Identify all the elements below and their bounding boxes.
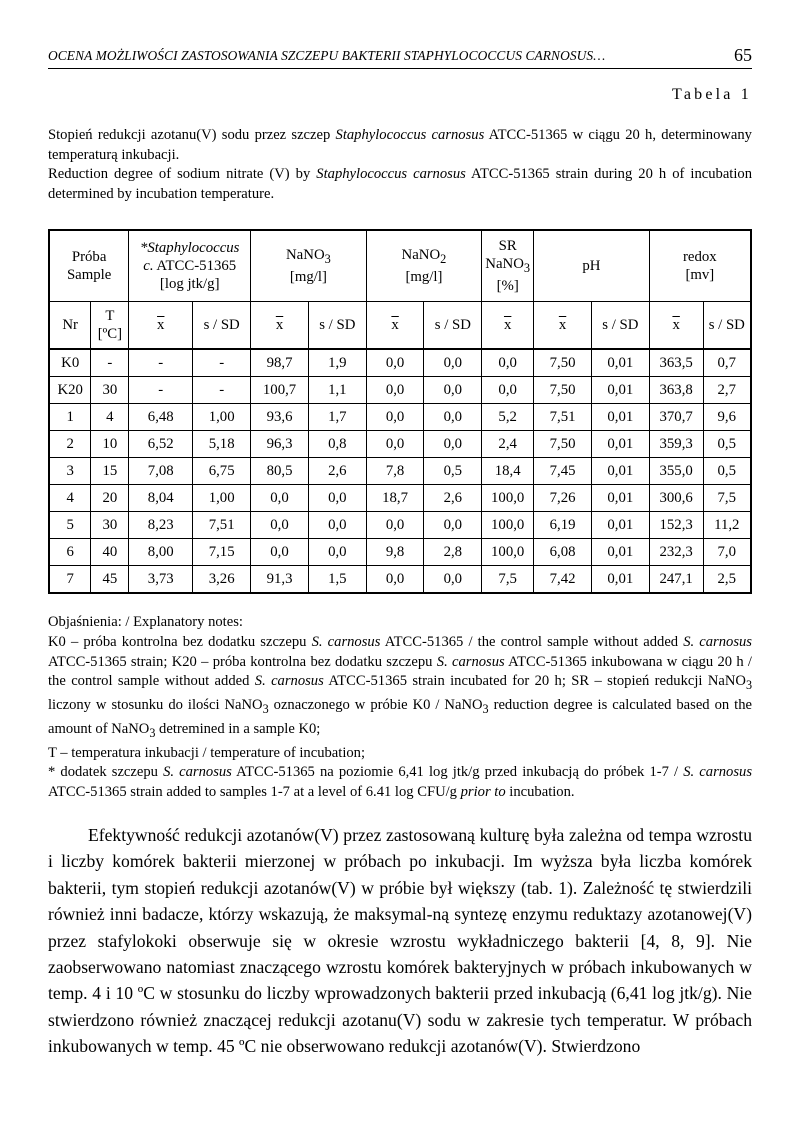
cell-sr-mean: 0,0 xyxy=(482,349,534,377)
cell-temperature: 30 xyxy=(91,512,129,539)
body-paragraph: Efektywność redukcji azotanów(V) przez zastosowaną kulturę była zależna od tempa wzrostu i liczby komórek bakterii mierzonej w próbach po inkubacji. Im wyższa była liczba komórek bakterii, tym stopień redukcji azotanów(V) w próbie był większy (tab. 1). Zależność tę stwierdzili również inni badacze, którzy wskazują, że maksymal-ną syntezę enzymu reduktazy azotanowej(V) przez stafylokoki obserwuje się w okresie wzrostu wykładniczego bakterii [4, 8, 9]. Nie zaobserwowano natomiast znaczącego wzrostu komórek bakteryjnych w próbach inkubowanych w temp. 4 i 10 ºC w stosunku do liczby wprowadzonych bakterii przed inkubacją (6,41 log jtk/g). Nie stwierdzono również znaczącej redukcji azotanu(V) sodu w zakresie tych temperatur. W próbach inkubowanych w temp. 45 ºC nie obserwowano redukcji azotanów(V). Stwierdzono xyxy=(48,825,752,1057)
table-row xyxy=(49,349,751,377)
cell-nano3-mean: 91,3 xyxy=(251,566,309,594)
cell-nano3-sd: 0,0 xyxy=(308,485,366,512)
cell-ph-sd: 0,01 xyxy=(591,431,649,458)
cell-redox-mean: 247,1 xyxy=(649,566,703,594)
cell-sr-mean: 5,2 xyxy=(482,404,534,431)
table-body xyxy=(49,349,751,593)
cell-nano2-mean: 0,0 xyxy=(366,566,424,594)
cell-staph-mean: 6,52 xyxy=(129,431,193,458)
cell-nano2-mean: 0,0 xyxy=(366,512,424,539)
cell-staph-sd: 7,15 xyxy=(193,539,251,566)
cell-staph-mean: 6,48 xyxy=(129,404,193,431)
cell-nano3-sd: 1,5 xyxy=(308,566,366,594)
cell-sr-mean: 100,0 xyxy=(482,512,534,539)
explanatory-notes xyxy=(48,613,752,803)
cell-redox-sd: 0,5 xyxy=(703,458,751,485)
cell-nano2-mean: 0,0 xyxy=(366,349,424,377)
table-row xyxy=(49,404,751,431)
cell-nano3-mean: 98,7 xyxy=(251,349,309,377)
table-row xyxy=(49,377,751,404)
body-text xyxy=(48,822,752,1060)
cell-nano2-sd: 2,8 xyxy=(424,539,482,566)
cell-nano2-sd: 0,0 xyxy=(424,404,482,431)
note-k0-k20-sr: K0 – próba kontrolna bez dodatku szczepu S. carnosus ATCC-51365 / the control sample without added S. carnosus ATCC-51365 strain; K20 – próba kontrolna bez dodatku szczepu S. carnosus ATCC-51365 inkubowana w ciągu 20 h / the control sample without added S. carnosus ATCC-51365 strain incubated for 20 h; SR – stopień redukcji NaNO$_3$ liczony w stosunku do ilości NaNO$_3$ oznaczonego w próbie K0 / NaNO$_3$ reduction degree is calculated based on the amount of NaNO$_3$ detremined in a sample K0; xyxy=(48,633,753,740)
cell-nr: 6 xyxy=(49,539,91,566)
cell-nano2-sd: 0,0 xyxy=(424,512,482,539)
cell-staph-mean: - xyxy=(129,377,193,404)
header-sd: s / SD xyxy=(308,302,366,350)
cell-staph-sd: 1,00 xyxy=(193,485,251,512)
cell-nano3-sd: 1,9 xyxy=(308,349,366,377)
header-ph: pH xyxy=(534,230,650,302)
caption-polish: Stopień redukcji azotanu(V) sodu przez szczep Staphylococcus carnosus ATCC-51365 w ciągu 20 h, determinowany temperaturą inkubacji. xyxy=(48,127,752,163)
results-table xyxy=(48,229,752,594)
header-nano2: NaNO$_2$ [mg/l] xyxy=(366,230,482,302)
cell-staph-mean: 3,73 xyxy=(129,566,193,594)
cell-staph-sd: 3,26 xyxy=(193,566,251,594)
table-row xyxy=(49,512,751,539)
cell-nano2-mean: 18,7 xyxy=(366,485,424,512)
cell-nr: K0 xyxy=(49,349,91,377)
table-caption xyxy=(48,126,752,204)
cell-ph-sd: 0,01 xyxy=(591,377,649,404)
table-row xyxy=(49,431,751,458)
cell-nr: K20 xyxy=(49,377,91,404)
table-subheader-row xyxy=(49,302,751,350)
cell-ph-mean: 7,26 xyxy=(534,485,592,512)
header-mean: $\overline{x}$ xyxy=(129,302,193,350)
cell-nano3-sd: 2,6 xyxy=(308,458,366,485)
running-title: OCENA MOŻLIWOŚCI ZASTOSOWANIA SZCZEPU BAKTERII STAPHYLOCOCCUS CARNOSUS… xyxy=(48,48,606,63)
page-number: 65 xyxy=(734,45,752,65)
cell-staph-sd: 1,00 xyxy=(193,404,251,431)
cell-redox-mean: 355,0 xyxy=(649,458,703,485)
cell-nr: 5 xyxy=(49,512,91,539)
cell-ph-sd: 0,01 xyxy=(591,458,649,485)
cell-staph-sd: 7,51 xyxy=(193,512,251,539)
cell-nano2-mean: 0,0 xyxy=(366,377,424,404)
cell-nano3-mean: 96,3 xyxy=(251,431,309,458)
cell-nano3-mean: 0,0 xyxy=(251,512,309,539)
cell-nano3-sd: 1,7 xyxy=(308,404,366,431)
cell-nano2-sd: 0,5 xyxy=(424,458,482,485)
cell-temperature: 20 xyxy=(91,485,129,512)
cell-nr: 1 xyxy=(49,404,91,431)
header-mean: $\overline{x}$ xyxy=(534,302,592,350)
notes-title: Objaśnienia: / Explanatory notes: xyxy=(48,614,243,630)
header-sd: s / SD xyxy=(193,302,251,350)
cell-nano3-mean: 0,0 xyxy=(251,539,309,566)
header-mean: $\overline{x}$ xyxy=(482,302,534,350)
cell-redox-mean: 232,3 xyxy=(649,539,703,566)
cell-redox-mean: 363,5 xyxy=(649,349,703,377)
table-row xyxy=(49,485,751,512)
header-redox: redox [mv] xyxy=(649,230,751,302)
cell-redox-mean: 359,3 xyxy=(649,431,703,458)
cell-nano2-mean: 9,8 xyxy=(366,539,424,566)
header-nr: Nr xyxy=(49,302,91,350)
cell-sr-mean: 0,0 xyxy=(482,377,534,404)
cell-ph-mean: 7,50 xyxy=(534,377,592,404)
cell-nano3-mean: 80,5 xyxy=(251,458,309,485)
cell-temperature: 45 xyxy=(91,566,129,594)
cell-ph-sd: 0,01 xyxy=(591,566,649,594)
header-rule xyxy=(48,68,752,69)
cell-redox-sd: 11,2 xyxy=(703,512,751,539)
header-mean: $\overline{x}$ xyxy=(251,302,309,350)
cell-nano3-mean: 100,7 xyxy=(251,377,309,404)
cell-redox-sd: 0,7 xyxy=(703,349,751,377)
cell-ph-sd: 0,01 xyxy=(591,512,649,539)
cell-sr-mean: 2,4 xyxy=(482,431,534,458)
cell-temperature: 40 xyxy=(91,539,129,566)
cell-staph-mean: - xyxy=(129,349,193,377)
note-temperature: T – temperatura inkubacji / temperature of incubation; xyxy=(48,744,366,761)
cell-redox-sd: 0,5 xyxy=(703,431,751,458)
cell-temperature: - xyxy=(91,349,129,377)
header-sample: Próba Sample xyxy=(49,230,129,302)
header-mean: $\overline{x}$ xyxy=(649,302,703,350)
cell-sr-mean: 7,5 xyxy=(482,566,534,594)
cell-nano2-sd: 0,0 xyxy=(424,431,482,458)
cell-sr-mean: 100,0 xyxy=(482,539,534,566)
cell-staph-mean: 8,04 xyxy=(129,485,193,512)
cell-ph-mean: 6,19 xyxy=(534,512,592,539)
cell-nano3-sd: 0,8 xyxy=(308,431,366,458)
cell-ph-mean: 7,42 xyxy=(534,566,592,594)
cell-redox-mean: 363,8 xyxy=(649,377,703,404)
table-label: Tabela 1 xyxy=(671,86,752,103)
cell-ph-sd: 0,01 xyxy=(591,349,649,377)
cell-ph-sd: 0,01 xyxy=(591,539,649,566)
cell-temperature: 30 xyxy=(91,377,129,404)
header-sd: s / SD xyxy=(424,302,482,350)
header-sr: SR NaNO$_3$ [%] xyxy=(482,230,534,302)
cell-redox-sd: 7,5 xyxy=(703,485,751,512)
cell-nano2-mean: 7,8 xyxy=(366,458,424,485)
header-temperature: T [ºC] xyxy=(91,302,129,350)
cell-staph-sd: - xyxy=(193,349,251,377)
cell-sr-mean: 18,4 xyxy=(482,458,534,485)
cell-ph-mean: 7,51 xyxy=(534,404,592,431)
cell-nr: 7 xyxy=(49,566,91,594)
table-row xyxy=(49,539,751,566)
cell-nano2-sd: 0,0 xyxy=(424,566,482,594)
cell-nano3-sd: 0,0 xyxy=(308,539,366,566)
cell-nano2-sd: 0,0 xyxy=(424,377,482,404)
cell-nano3-mean: 0,0 xyxy=(251,485,309,512)
cell-redox-sd: 9,6 xyxy=(703,404,751,431)
cell-temperature: 4 xyxy=(91,404,129,431)
table-row xyxy=(49,566,751,594)
cell-redox-mean: 370,7 xyxy=(649,404,703,431)
cell-staph-sd: 5,18 xyxy=(193,431,251,458)
running-header xyxy=(48,46,752,76)
cell-staph-mean: 8,23 xyxy=(129,512,193,539)
cell-staph-mean: 7,08 xyxy=(129,458,193,485)
cell-nano2-sd: 2,6 xyxy=(424,485,482,512)
cell-sr-mean: 100,0 xyxy=(482,485,534,512)
cell-staph-mean: 8,00 xyxy=(129,539,193,566)
cell-nano2-mean: 0,0 xyxy=(366,431,424,458)
header-staphylococcus: *Staphylococcus c. ATCC-51365 [log jtk/g] xyxy=(129,230,251,302)
header-mean: $\overline{x}$ xyxy=(366,302,424,350)
cell-redox-sd: 7,0 xyxy=(703,539,751,566)
header-sd: s / SD xyxy=(703,302,751,350)
header-sd: s / SD xyxy=(591,302,649,350)
cell-nano2-mean: 0,0 xyxy=(366,404,424,431)
cell-nano2-sd: 0,0 xyxy=(424,349,482,377)
cell-staph-sd: - xyxy=(193,377,251,404)
cell-staph-sd: 6,75 xyxy=(193,458,251,485)
cell-ph-mean: 7,45 xyxy=(534,458,592,485)
caption-english: Reduction degree of sodium nitrate (V) by Staphylococcus carnosus ATCC-51365 strain during 20 h of incubation determined by incubation temperature. xyxy=(48,166,752,202)
cell-nano3-mean: 93,6 xyxy=(251,404,309,431)
note-strain-addition: * dodatek szczepu S. carnosus ATCC-51365 na poziomie 6,41 log jtk/g przed inkubacją do próbek 1-7 / S. carnosus ATCC-51365 strain added to samples 1-7 at a level of 6.41 log CFU/g prior to incubation. xyxy=(48,764,752,801)
table-header-row xyxy=(49,230,751,302)
cell-redox-mean: 152,3 xyxy=(649,512,703,539)
cell-redox-sd: 2,5 xyxy=(703,566,751,594)
cell-temperature: 15 xyxy=(91,458,129,485)
cell-ph-mean: 7,50 xyxy=(534,431,592,458)
cell-temperature: 10 xyxy=(91,431,129,458)
header-nano3: NaNO$_3$ [mg/l] xyxy=(251,230,367,302)
cell-nr: 2 xyxy=(49,431,91,458)
cell-redox-mean: 300,6 xyxy=(649,485,703,512)
cell-ph-sd: 0,01 xyxy=(591,485,649,512)
cell-ph-mean: 7,50 xyxy=(534,349,592,377)
cell-nano3-sd: 1,1 xyxy=(308,377,366,404)
cell-redox-sd: 2,7 xyxy=(703,377,751,404)
table-row xyxy=(49,458,751,485)
cell-ph-sd: 0,01 xyxy=(591,404,649,431)
cell-nr: 4 xyxy=(49,485,91,512)
cell-nano3-sd: 0,0 xyxy=(308,512,366,539)
cell-nr: 3 xyxy=(49,458,91,485)
cell-ph-mean: 6,08 xyxy=(534,539,592,566)
